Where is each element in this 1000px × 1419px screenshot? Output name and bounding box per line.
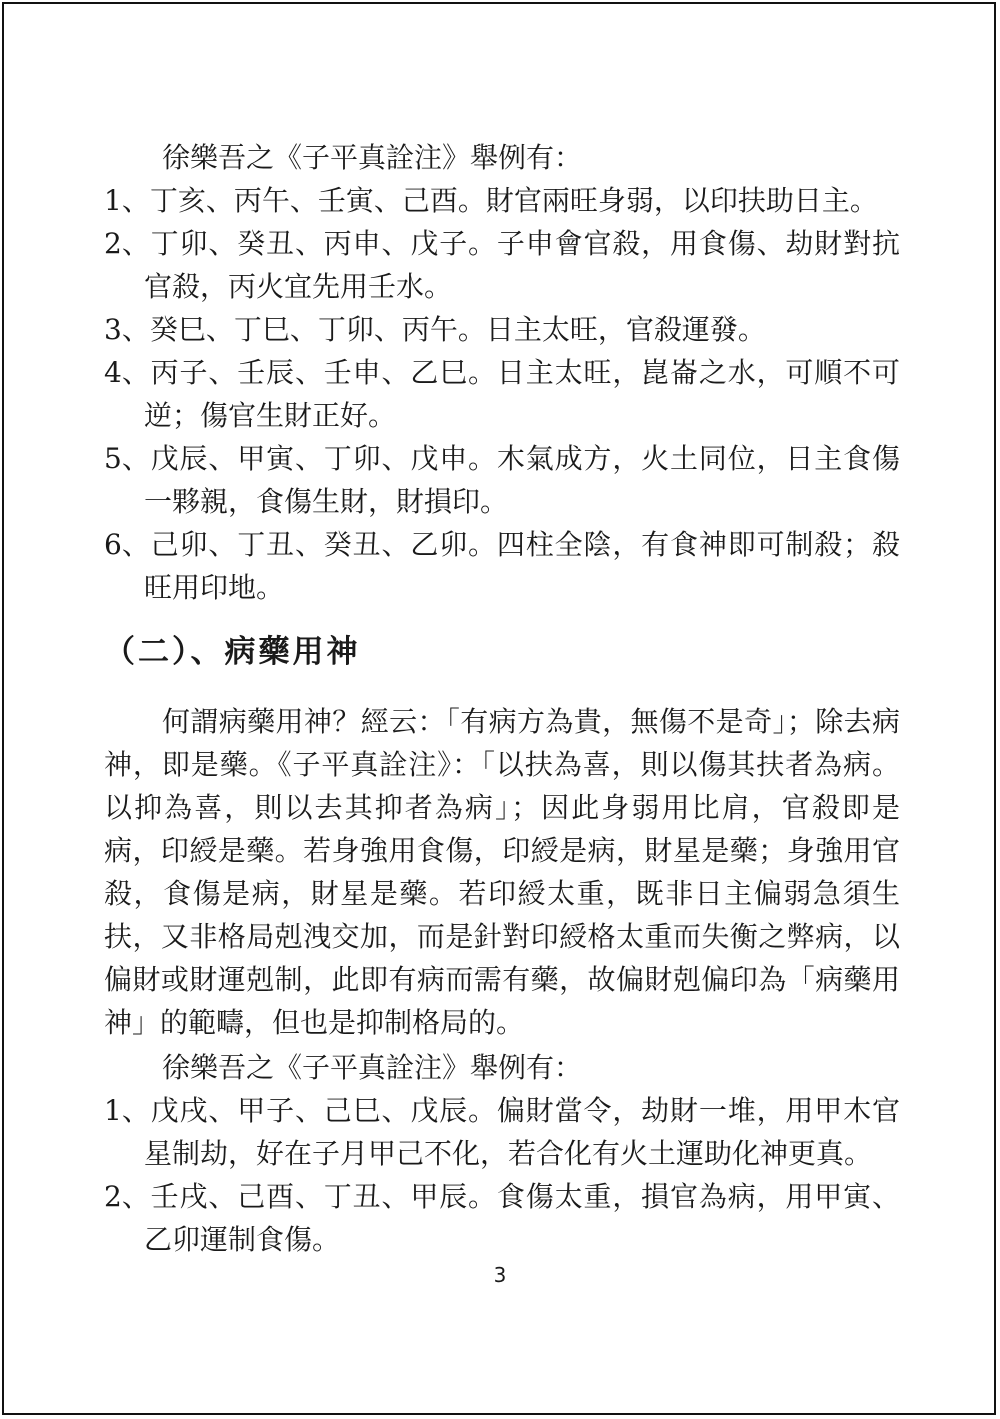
list-item <box>104 179 900 222</box>
list-item-text: 丁亥、丙午、壬寅、己酉。財官兩旺身弱，以印扶助日主。 <box>149 184 878 217</box>
section2-example-list <box>104 1089 900 1261</box>
list-item-text: 丁卯、癸丑、丙申、戊子。子申會官殺，用食傷、劫財對抗官殺，丙火宜先用壬水。 <box>144 227 900 303</box>
page-number: 3 <box>493 1263 507 1287</box>
list-item <box>104 523 900 609</box>
list-item-text: 己卯、丁丑、癸丑、乙卯。四柱全陰，有食神即可制殺；殺旺用印地。 <box>144 528 900 604</box>
section2-heading: （二）、病藥用神 <box>104 634 361 670</box>
list-item-number: 2、 <box>104 227 150 260</box>
list-item-number: 3、 <box>104 313 150 346</box>
section1-intro: 徐樂吾之《子平真詮注》舉例有： <box>162 141 583 174</box>
list-item <box>104 222 900 308</box>
list-item <box>104 1089 900 1175</box>
list-item <box>104 437 900 523</box>
list-item <box>104 1175 900 1261</box>
list-item-number: 1、 <box>104 1094 150 1127</box>
list-item-text: 丙子、壬辰、壬申、乙巳。日主太旺，崑崙之水，可順不可逆；傷官生財正好。 <box>144 356 900 432</box>
list-item-number: 2、 <box>104 1180 150 1213</box>
section2-intro: 徐樂吾之《子平真詮注》舉例有： <box>162 1051 583 1084</box>
list-item-number: 4、 <box>104 356 150 389</box>
section2-paragraph: 何謂病藥用神？經云：「有病方為貴，無傷不是奇」；除去病神，即是藥。《子平真詮注》：「以扶為喜，則以傷其扶者為病。以抑為喜，則以去其抑者為病」；因此身弱用比肩，官殺即是病，印綬是藥。若身強用食傷，印綬是病，財星是藥；身強用官殺，食傷是病，財星是藥。若印綬太重，既非日主偏弱急須生扶，又非格局剋洩交加，而是針對印綬格太重而失衡之弊病，以偏財或財運剋制，此即有病而需有藥，故偏財剋偏印為「病藥用神」的範疇，但也是抑制格局的。 <box>104 705 900 1039</box>
list-item-number: 5、 <box>104 442 150 475</box>
list-item-number: 6、 <box>104 528 150 561</box>
list-item-number: 1、 <box>104 184 150 217</box>
section1-example-list <box>104 179 900 609</box>
list-item-text: 癸巳、丁巳、丁卯、丙午。日主太旺，官殺運發。 <box>149 313 766 346</box>
list-item-text: 壬戌、己酉、丁丑、甲辰。食傷太重，損官為病，用甲寅、乙卯運制食傷。 <box>144 1180 900 1256</box>
list-item <box>104 308 900 351</box>
document-body <box>104 136 900 1261</box>
list-item-text: 戊辰、甲寅、丁卯、戊申。木氣成方，火土同位，日主食傷一夥親，食傷生財，財損印。 <box>144 442 900 518</box>
list-item <box>104 351 900 437</box>
list-item-text: 戊戌、甲子、己巳、戊辰。偏財當令，劫財一堆，用甲木官星制劫，好在子月甲己不化，若合化有火土運助化神更真。 <box>144 1094 900 1170</box>
